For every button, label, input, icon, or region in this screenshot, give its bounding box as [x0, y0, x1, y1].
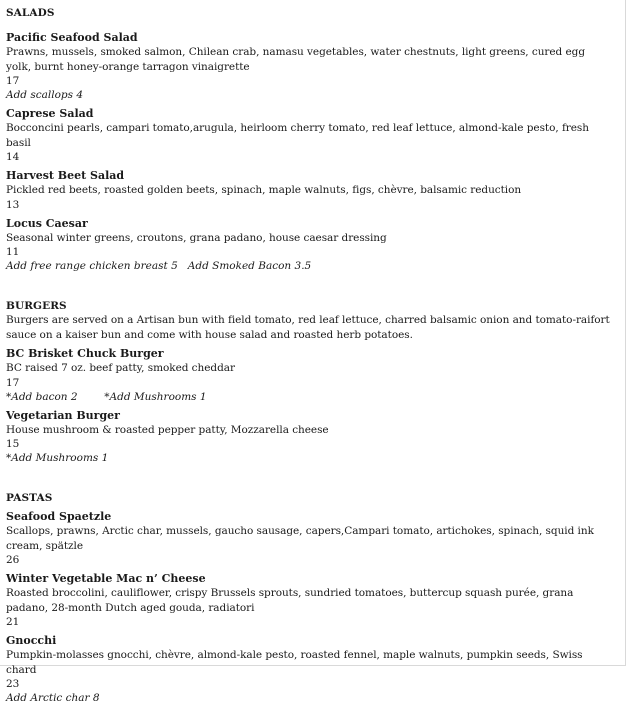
item-description: BC raised 7 oz. beef patty, smoked cheddar — [6, 362, 235, 374]
item-addon: *Add Mushrooms 1 — [6, 452, 109, 464]
section-title-burgers: BURGERS — [6, 300, 67, 312]
item-addon: Add free range chicken breast 5 Add Smoked Bacon 3.5 — [6, 260, 312, 272]
item-description: Pickled red beets, roasted golden beets, spinach, maple walnuts, figs, chèvre, balsamic reduction — [6, 184, 522, 196]
item-addon: Add scallops 4 — [6, 89, 84, 101]
item-description: Bocconcini pearls, campari tomato,arugula, heirloom cherry tomato, red leaf lettuce, almond-kale pesto, fresh basil — [6, 122, 593, 149]
menu-item-locus-caesar — [6, 217, 613, 274]
menu-item-bc-brisket-chuck-burger — [6, 347, 613, 404]
section-intro-burgers: Burgers are served on a Artisan bun with field tomato, red leaf lettuce, charred balsamic onion and tomato-raifort sauce on a kaiser bun and come with house salad and roasted herb potatoes. — [6, 314, 613, 341]
item-description: House mushroom & roasted pepper patty, Mozzarella cheese — [6, 423, 329, 436]
burgers-section — [6, 299, 613, 465]
pastas-section — [6, 491, 613, 705]
item-name: Seafood Spaetzle — [6, 510, 112, 523]
item-name: Vegetarian Burger — [6, 408, 120, 422]
menu-item-caprese-salad — [6, 107, 613, 164]
item-price: 17 — [6, 75, 20, 87]
item-description: Roasted broccolini, cauliflower, crispy Brussels sprouts, sundried tomatoes, buttercup squash purée, grana padano, 28-month Dutch aged gouda, radiatori — [6, 587, 577, 614]
item-name: Winter Vegetable Mac n’ Cheese — [6, 572, 206, 585]
menu-item-gnocchi — [6, 634, 613, 705]
item-price: 13 — [6, 198, 20, 211]
menu-item-vegetarian-burger — [6, 409, 613, 466]
item-name: Gnocchi — [6, 634, 57, 647]
item-price: 26 — [6, 554, 20, 566]
item-name: Harvest Beet Salad — [6, 169, 125, 182]
menu-item-seafood-spaetzle — [6, 510, 613, 567]
item-name: Locus Caesar — [6, 216, 88, 230]
item-name: BC Brisket Chuck Burger — [6, 347, 164, 360]
item-price: 11 — [6, 246, 20, 258]
section-title-salads: SALADS — [6, 7, 55, 19]
salads-section — [6, 6, 613, 273]
menu-item-winter-vegetable-mac-n-cheese — [6, 572, 613, 629]
item-name: Pacific Seafood Salad — [6, 31, 138, 44]
item-price: 23 — [6, 678, 20, 690]
item-addon: Add Arctic char 8 — [6, 692, 100, 704]
section-title-pastas: PASTAS — [6, 492, 53, 504]
item-description: Prawns, mussels, smoked salmon, Chilean crab, namasu vegetables, water chestnuts, light greens, cured egg yolk, burnt honey-orange tarragon vinaigrette — [6, 46, 589, 73]
item-price: 15 — [6, 438, 20, 450]
item-description: Pumpkin-molasses gnocchi, chèvre, almond-kale pesto, roasted fennel, maple walnuts, pumpkin seeds, Swiss chard — [6, 649, 586, 676]
item-description: Scallops, prawns, Arctic char, mussels, gaucho sausage, capers,Campari tomato, artichokes, spinach, squid ink cream, spätzle — [6, 525, 598, 552]
item-addon: *Add bacon 2 *Add Mushrooms 1 — [6, 390, 207, 403]
menu-item-pacific-seafood-salad — [6, 31, 613, 102]
item-name: Caprese Salad — [6, 107, 94, 120]
item-price: 14 — [6, 151, 20, 163]
item-description: Seasonal winter greens, croutons, grana padano, house caesar dressing — [6, 231, 387, 244]
menu-item-harvest-beet-salad — [6, 169, 613, 212]
item-price: 21 — [6, 616, 20, 628]
item-price: 17 — [6, 376, 20, 389]
